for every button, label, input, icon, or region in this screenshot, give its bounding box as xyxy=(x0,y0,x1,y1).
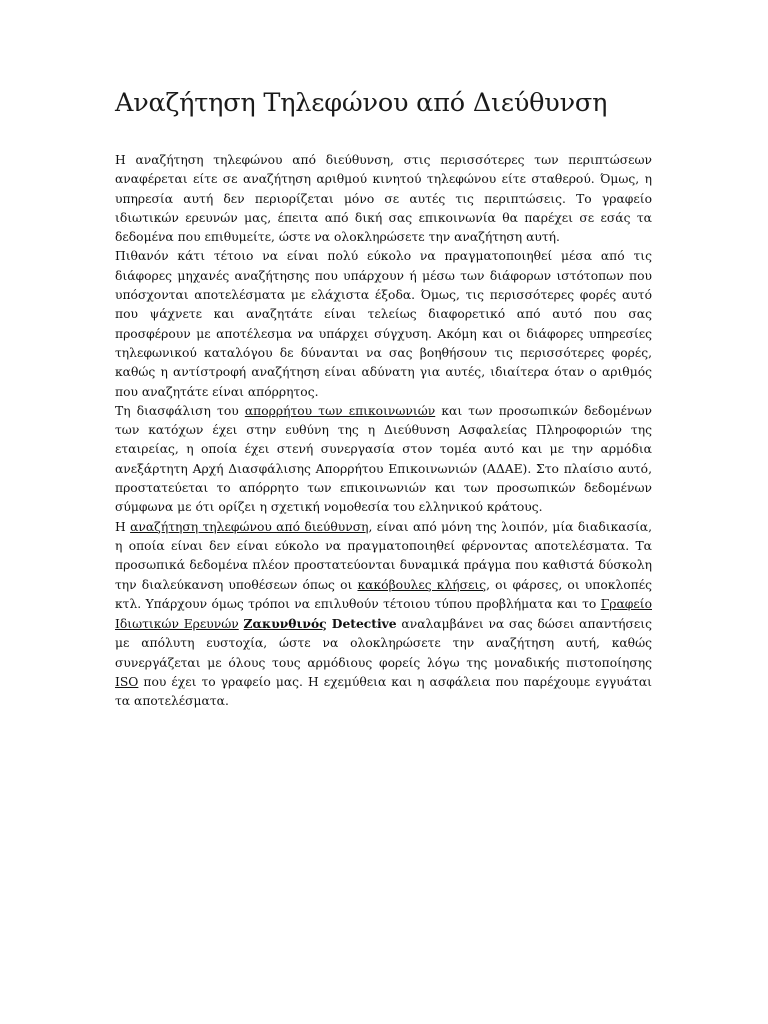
link-communications-privacy[interactable]: απορρήτου των επικοινωνιών xyxy=(244,403,436,418)
paragraph-3 xyxy=(115,402,652,518)
link-iso[interactable]: ISO xyxy=(115,675,139,690)
document-body xyxy=(115,151,652,712)
paragraph-4-text-f: που έχει το γραφείο μας. Η εχεμύθεια και η ασφάλεια που παρέχουμε εγγυάται τα αποτελέσματα. xyxy=(115,675,652,709)
detective-bold: Detective xyxy=(326,616,397,632)
paragraph-4 xyxy=(115,518,652,712)
zakynthinos-bold: Ζακυνθινός xyxy=(243,616,327,632)
link-malicious-calls[interactable]: κακόβουλες κλήσεις xyxy=(357,577,487,592)
paragraph-3-text-b: και των προσωπικών δεδομένων των κατόχων έχει στην ευθύνη της η Διεύθυνση Ασφαλείας Πληροφοριών της εταιρείας, η οποία έχει στενή συνεργασία στον τομέα αυτό και με την αρμόδια ανεξάρτητη Αρχή Διασφάλισης Απορρήτου Επικοινωνιών (ΑΔΑΕ). Στο πλαίσιο αυτό, προστατεύεται το απόρρητο των επικοινωνιών και των προσωπικών δεδομένων σύμφωνα με ότι ορίζει η σχετική νομοθεσία του ελληνικού κράτους. xyxy=(115,403,652,515)
paragraph-4-text-c: , οι φάρσες, οι υποκλοπές κτλ. Υπάρχουν όμως τρόποι να επιλυθούν τέτοιου τύπου προβλήματα και το xyxy=(115,577,652,611)
paragraph-2: Πιθανόν κάτι τέτοιο να είναι πολύ εύκολο να πραγματοποιηθεί μέσα από τις διάφορες μηχανές αναζήτησης που υπάρχουν ή μέσω των διάφορων ιστότοπων που υπόσχονται αποτελέσματα με ελάχιστα έξοδα. Όμως, τις περισσότερες φορές αυτό που ψάχνετε και αναζητάτε είναι τελείως διαφορετικό από αυτό που σας προσφέρουν με αποτέλεσμα να υπάρχει σύγχυση. Ακόμη και οι διάφορες υπηρεσίες τηλεφωνικού καταλόγου δε δύνανται να σας βοηθήσουν τις περισσότερες φορές, καθώς η αντίστροφή αναζήτηση είναι αδύνατη για αυτές, ιδιαίτερα όταν ο αριθμός που αναζητάτε είναι απόρρητος. xyxy=(115,249,652,399)
paragraph-4-text-a: Η xyxy=(115,519,131,534)
link-phone-search-by-address[interactable]: αναζήτηση τηλεφώνου από διεύθυνση xyxy=(130,519,369,534)
paragraph-4-text-e: αναλαμβάνει να σας δώσει απαντήσεις με απόλυτη ευστοχία, ώστε να ολοκληρώσετε την αναζήτηση αυτή, καθώς συνεργάζεται με όλους τους αρμόδιους φορείς λόγω της μοναδικής πιστοποίησης xyxy=(115,617,652,670)
link-private-investigations-office[interactable]: Γραφείο Ιδιωτικών Ερευνών xyxy=(115,596,652,632)
link-zakynthinos[interactable] xyxy=(244,617,327,631)
paragraph-4-text-b: , είναι από μόνη της λοιπόν, μία διαδικασία, η οποία είναι δεν είναι εύκολο να πραγματοποιηθεί φέρνοντας αποτελέσματα. Τα προσωπικά δεδομένα πλέον προστατεύονται δυναμικά πράγμα που καθιστά δύσκολη την διαλεύκανση υποθέσεων όπως οι xyxy=(115,519,653,592)
paragraph-3-text-a: Τη διασφάλιση του xyxy=(115,403,245,418)
paragraph-1: Η αναζήτηση τηλεφώνου από διεύθυνση, στις περισσότερες των περιπτώσεων αναφέρεται είτε σε αναζήτηση αριθμού κινητού τηλεφώνου είτε σταθερού. Όμως, η υπηρεσία αυτή δεν περιορίζεται μόνο σε αυτές τις περιπτώσεις. Το γραφείο ιδιωτικών ερευνών μας, έπειτα από δική σας επικοινωνία θα παρέχει σε εσάς τα δεδομένα που επιθυμείτε, ώστε να ολοκληρώσετε την αναζήτηση αυτή. xyxy=(115,153,652,245)
page-title: Αναζήτηση Τηλεφώνου από Διεύθυνση xyxy=(115,88,608,118)
